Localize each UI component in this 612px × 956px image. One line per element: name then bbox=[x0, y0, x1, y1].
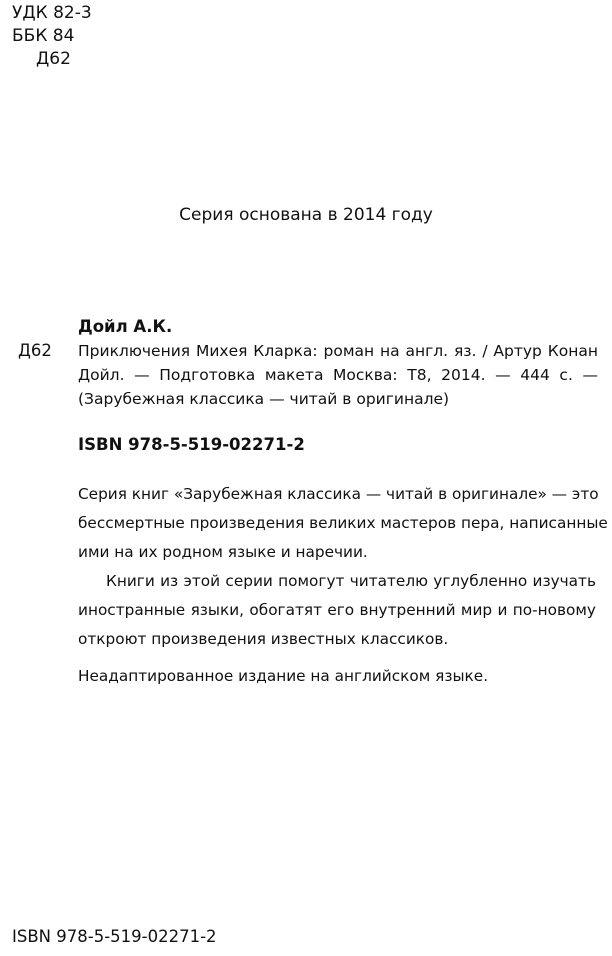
annotation-line: иностранные языки, обогатят его внутренний мир и по-новому bbox=[78, 601, 596, 619]
annotation-line: ими на их родном языке и наречии. bbox=[78, 543, 368, 561]
record-isbn: ISBN 978-5-519-02271-2 bbox=[78, 435, 305, 454]
bbk-code: ББК 84 bbox=[12, 26, 75, 46]
author-sign-code: Д62 bbox=[36, 49, 71, 69]
description-line: Дойл. — Подготовка макета Москва: Т8, 2014. — 444 с. — bbox=[78, 366, 598, 384]
annotation bbox=[78, 480, 608, 654]
udk-code: УДК 82-3 bbox=[12, 3, 92, 23]
record-author: Дойл А.К. bbox=[78, 317, 173, 336]
annotation-line: Книги из этой серии помогут читателю углубленно изучать bbox=[106, 572, 596, 590]
classification-codes bbox=[12, 2, 92, 71]
description-line: Приключения Михея Кларка: роман на англ. яз. / Артур Конан bbox=[78, 342, 598, 360]
annotation-line: откроют произведения известных классиков. bbox=[78, 630, 449, 648]
edition-note: Неадаптированное издание на английском языке. bbox=[78, 667, 489, 685]
description-line: (Зарубежная классика — читай в оригинале) bbox=[78, 390, 450, 408]
record-index: Д62 bbox=[18, 341, 52, 360]
series-note: Серия основана в 2014 году bbox=[179, 205, 433, 225]
annotation-line: бессмертные произведения великих мастеров пера, написанные bbox=[78, 514, 608, 532]
footer-isbn: ISBN 978-5-519-02271-2 bbox=[12, 927, 217, 946]
record-description bbox=[78, 339, 598, 411]
annotation-line: Серия книг «Зарубежная классика — читай в оригинале» — это bbox=[78, 485, 599, 503]
